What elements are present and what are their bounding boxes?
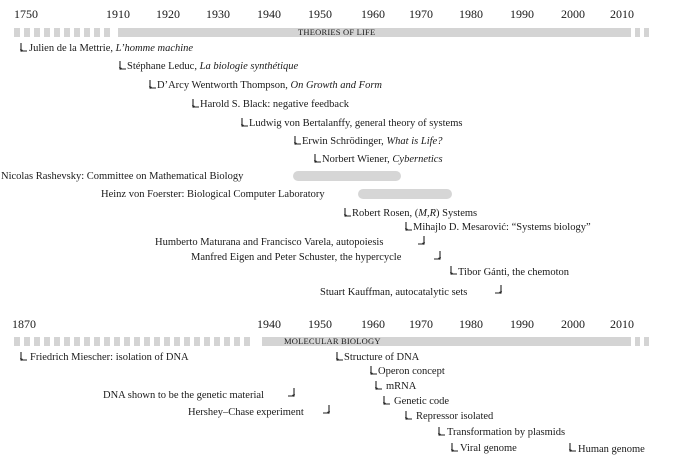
year-label: 1970 bbox=[409, 7, 433, 21]
arrow-icon bbox=[449, 266, 458, 277]
year-label: 1940 bbox=[257, 317, 281, 331]
arrow-icon bbox=[293, 136, 302, 147]
band-title: MOLECULAR BIOLOGY bbox=[284, 336, 381, 346]
year-label: 1950 bbox=[308, 317, 332, 331]
year-label: 1870 bbox=[12, 317, 36, 331]
arrow-icon bbox=[343, 208, 352, 219]
year-label: 2010 bbox=[610, 7, 634, 21]
arrow-icon bbox=[322, 405, 331, 416]
arrow-icon bbox=[369, 366, 378, 377]
year-label: 1980 bbox=[459, 317, 483, 331]
year-label: 1960 bbox=[361, 317, 385, 331]
arrow-icon bbox=[382, 396, 391, 407]
arrow-icon bbox=[19, 43, 28, 54]
year-label: 2000 bbox=[561, 317, 585, 331]
year-label: 1960 bbox=[361, 7, 385, 21]
arrow-icon bbox=[404, 411, 413, 422]
year-label: 1930 bbox=[206, 7, 230, 21]
arrow-icon bbox=[287, 388, 296, 399]
arrow-icon bbox=[240, 118, 249, 129]
year-label: 1980 bbox=[459, 7, 483, 21]
arrow-icon bbox=[568, 443, 577, 454]
arrow-icon bbox=[433, 251, 442, 262]
arrow-icon bbox=[404, 222, 413, 233]
year-label: 1750 bbox=[14, 7, 38, 21]
arrow-icon bbox=[335, 352, 344, 363]
arrow-icon bbox=[118, 61, 127, 72]
arrow-icon bbox=[148, 80, 157, 91]
duration-bar bbox=[293, 171, 401, 181]
arrow-icon bbox=[494, 285, 503, 296]
year-label: 1940 bbox=[257, 7, 281, 21]
arrow-icon bbox=[313, 154, 322, 165]
year-label: 2000 bbox=[561, 7, 585, 21]
duration-bar bbox=[358, 189, 452, 199]
year-label: 1910 bbox=[106, 7, 130, 21]
arrow-icon bbox=[450, 443, 459, 454]
year-label: 1970 bbox=[409, 317, 433, 331]
arrow-icon bbox=[191, 99, 200, 110]
arrow-icon bbox=[19, 352, 28, 363]
band-title: THEORIES OF LIFE bbox=[298, 27, 376, 37]
arrow-icon bbox=[437, 427, 446, 438]
year-label: 1950 bbox=[308, 7, 332, 21]
year-label: 2010 bbox=[610, 317, 634, 331]
arrow-icon bbox=[417, 236, 426, 247]
year-label: 1920 bbox=[156, 7, 180, 21]
year-label: 1990 bbox=[510, 317, 534, 331]
year-label: 1990 bbox=[510, 7, 534, 21]
arrow-icon bbox=[374, 381, 383, 392]
